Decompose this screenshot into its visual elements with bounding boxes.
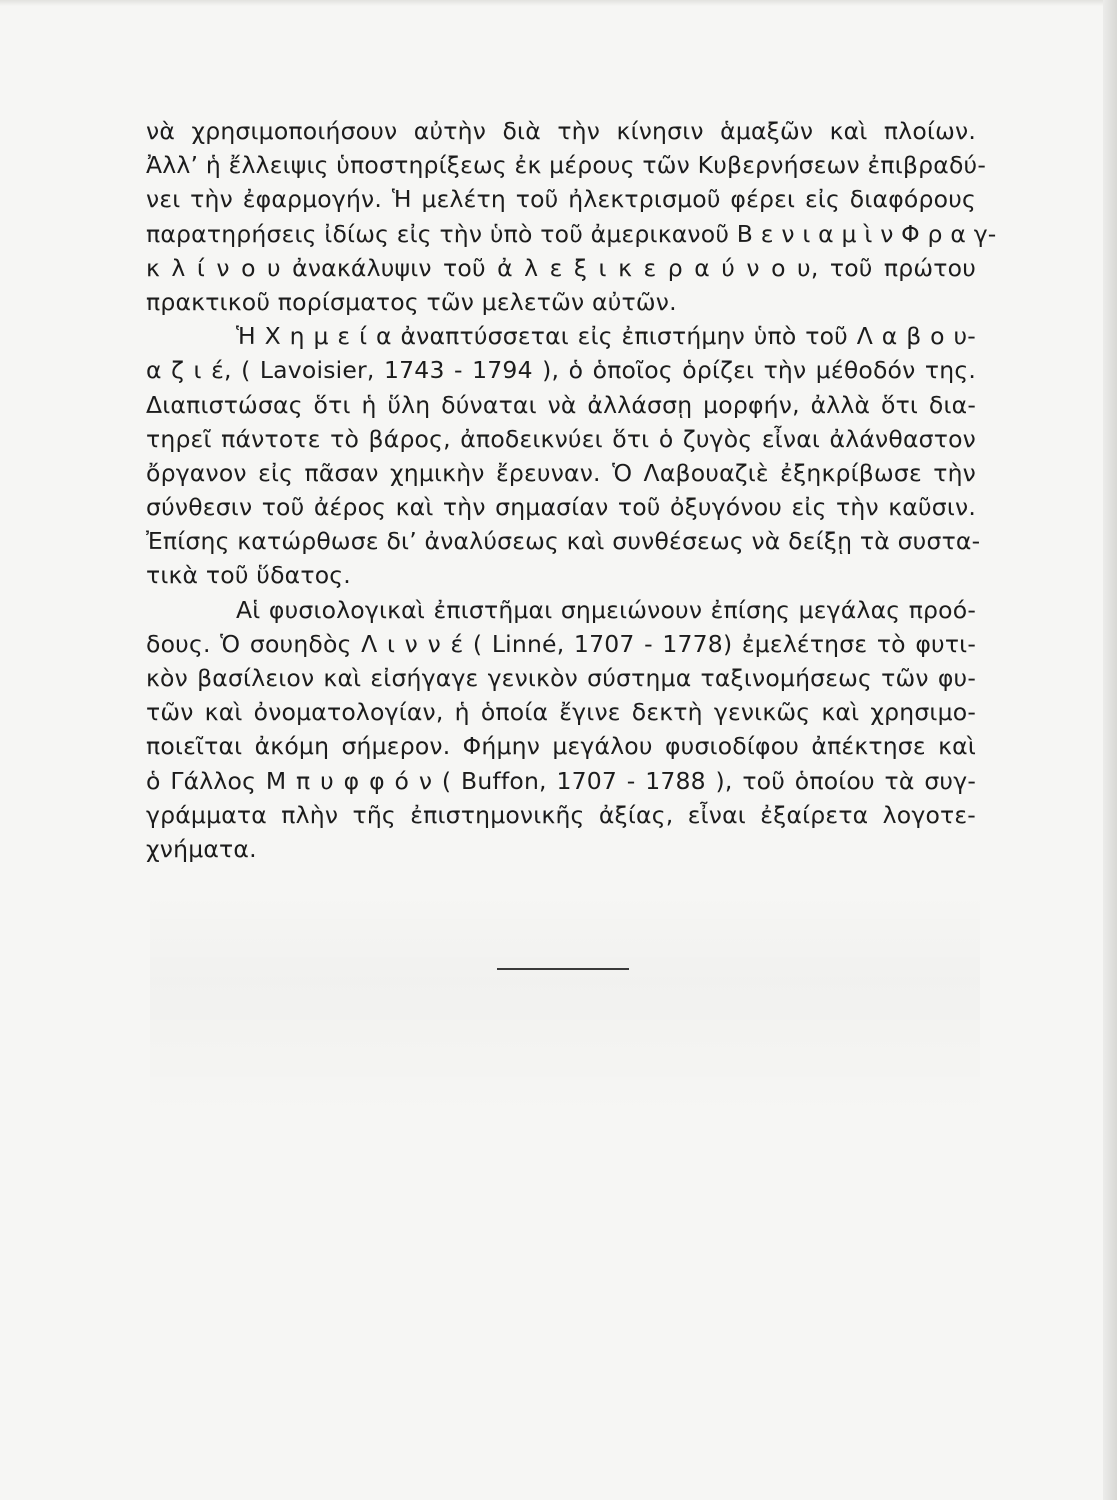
text-line: Διαπιστώσας ὅτι ἡ ὕλη δύναται νὰ ἀλλάσσῃ μορφήν, ἀλλὰ ὅτι δια- xyxy=(146,390,976,419)
page-right-edge xyxy=(1103,0,1117,1500)
text-line: τηρεῖ πάντοτε τὸ βάρος, ἀποδεικνύει ὅτι ὁ ζυγὸς εἶναι ἀλάνθαστον xyxy=(146,424,976,453)
text-line: κὸν βασίλειον καὶ εἰσήγαγε γενικὸν σύστημα ταξινομήσεως τῶν φυ- xyxy=(146,664,976,692)
text-line: τικὰ τοῦ ὕδατος. xyxy=(146,561,351,590)
section-divider xyxy=(497,968,629,970)
text-line: πρακτικοῦ πορίσματος τῶν μελετῶν αὐτῶν. xyxy=(146,287,677,316)
text-line: παρατηρήσεις ἰδίως εἰς τὴν ὑπὸ τοῦ ἀμερικανοῦ Β ε ν ι α μ ὶ ν Φ ρ α γ- xyxy=(146,219,997,248)
text-line: τῶν καὶ ὀνοματολογίαν, ἡ ὁποία ἔγινε δεκτὴ γενικῶς καὶ χρησιμο- xyxy=(146,698,976,727)
text-line: κ λ ί ν ο υ ἀνακάλυψιν τοῦ ἀ λ ε ξ ι κ ε ρ α ύ ν ο υ, τοῦ πρώτου xyxy=(146,253,976,282)
reverse-side-bleed xyxy=(150,890,980,1120)
text-line: ποιεῖται ἀκόμη σήμερον. Φήμην μεγάλου φυσιοδίφου ἀπέκτησε καὶ xyxy=(146,732,976,761)
body-text xyxy=(146,114,997,866)
text-line: ὄργανον εἰς πᾶσαν χημικὴν ἔρευναν. Ὁ Λαβουαζιὲ ἐξηκρίβωσε τὴν xyxy=(146,458,976,487)
text-line: νὰ χρησιμοποιήσουν αὐτὴν διὰ τὴν κίνησιν ἁμαξῶν καὶ πλοίων. xyxy=(146,117,976,145)
text-line: χνήματα. xyxy=(146,834,257,863)
text-line: γράμματα πλὴν τῆς ἐπιστημονικῆς ἀξίας, εἶναι ἐξαίρετα λογοτε- xyxy=(146,800,976,829)
text-line: Ἡ Χ η μ ε ί α ἀναπτύσσεται εἰς ἐπιστήμην ὑπὸ τοῦ Λ α β ο υ- xyxy=(236,322,976,351)
text-line: Αἱ φυσιολογικαὶ ἐπιστῆμαι σημειώνουν ἐπίσης μεγάλας προό- xyxy=(236,595,976,624)
text-line: Ἐπίσης κατώρθωσε δι’ ἀναλύσεως καὶ συνθέσεως νὰ δείξῃ τὰ συστα- xyxy=(146,527,981,556)
text-line: νει τὴν ἐφαρμογήν. Ἡ μελέτη τοῦ ἠλεκτρισμοῦ φέρει εἰς διαφόρους xyxy=(146,185,976,214)
text-line: δους. Ὁ σουηδὸς Λ ι ν ν έ ( Linné, 1707 - 1778) ἐμελέτησε τὸ φυτι- xyxy=(146,629,976,658)
text-line: α ζ ι έ, ( Lavoisier, 1743 - 1794 ), ὁ ὁποῖος ὁρίζει τὴν μέθοδόν της. xyxy=(146,356,976,385)
text-line: Ἀλλ’ ἡ ἔλλειψις ὑποστηρίξεως ἐκ μέρους τῶν Κυβερνήσεων ἐπιβραδύ- xyxy=(146,151,986,180)
text-line: σύνθεσιν τοῦ ἀέρος καὶ τὴν σημασίαν τοῦ ὀξυγόνου εἰς τὴν καῦσιν. xyxy=(146,493,976,522)
text-line: ὁ Γάλλος Μ π υ φ φ ό ν ( Buffon, 1707 - 1788 ), τοῦ ὁποίου τὰ συγ- xyxy=(146,766,976,795)
page-top-edge xyxy=(0,0,1117,6)
